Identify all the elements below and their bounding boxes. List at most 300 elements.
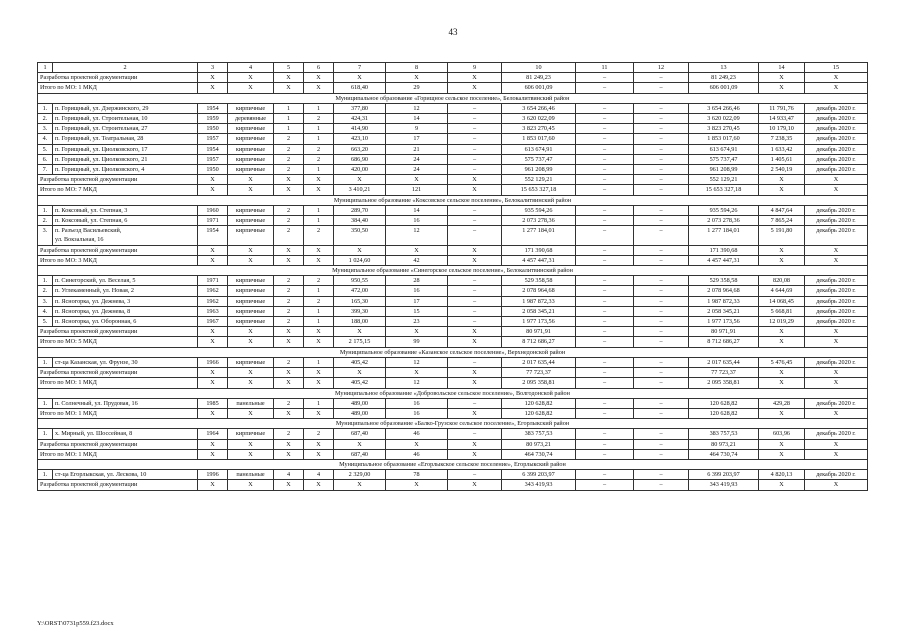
total-cell: 121 <box>386 185 448 195</box>
total-cell: 618,40 <box>334 83 386 93</box>
data-cell: 2. <box>38 286 53 296</box>
total-cell: X <box>228 83 274 93</box>
data-cell: – <box>634 226 689 245</box>
data-cell: кирпичные <box>228 357 274 367</box>
total-cell: – <box>634 337 689 347</box>
total-cell: 77 723,37 <box>502 368 576 378</box>
total-row <box>38 327 868 337</box>
data-cell: 10 179,10 <box>759 124 805 134</box>
data-cell: – <box>576 114 634 124</box>
total-cell: X <box>304 439 334 449</box>
total-cell: X <box>448 480 502 490</box>
section-title: Муниципальное образование «Синегорское сельское поселение», Белокалитвинский район <box>38 266 868 276</box>
total-cell: X <box>198 368 228 378</box>
total-cell: X <box>805 449 868 459</box>
total-cell: X <box>386 73 448 83</box>
data-cell: декабрь 2020 г. <box>805 165 868 175</box>
address-line: ул. Вокзальная, 16 <box>55 236 104 244</box>
data-cell: 1. <box>38 470 53 480</box>
data-cell: 1 853 017,60 <box>502 134 576 144</box>
total-cell: X <box>198 327 228 337</box>
total-cell: 606 001,09 <box>689 83 759 93</box>
total-cell: X <box>759 439 805 449</box>
total-cell: X <box>274 368 304 378</box>
total-cell: 15 653 327,18 <box>502 185 576 195</box>
total-cell: X <box>198 175 228 185</box>
total-cell: X <box>334 480 386 490</box>
file-path-footer: Y:\ORST\0731p559.f23.docx <box>37 620 114 627</box>
data-cell: декабрь 2020 г. <box>805 429 868 439</box>
total-cell: X <box>805 439 868 449</box>
data-cell: 2 <box>274 134 304 144</box>
total-cell: 120 628,82 <box>689 408 759 418</box>
total-cell: X <box>304 480 334 490</box>
data-cell: 2 <box>304 144 334 154</box>
data-cell: – <box>448 306 502 316</box>
data-cell: 2 <box>304 154 334 164</box>
total-label: Разработка проектной документации <box>38 73 198 83</box>
data-cell: 1 <box>304 306 334 316</box>
total-cell: 687,40 <box>334 449 386 459</box>
total-cell: X <box>805 255 868 265</box>
total-cell: X <box>805 245 868 255</box>
data-cell: – <box>448 216 502 226</box>
total-cell: X <box>198 439 228 449</box>
address-cell: п. Горищный, ул. Циолковского, 4 <box>53 165 198 175</box>
address-cell: п. Горищный, ул. Дзержинского, 29 <box>53 103 198 113</box>
total-cell: X <box>198 378 228 388</box>
data-cell: декабрь 2020 г. <box>805 357 868 367</box>
total-cell: X <box>448 245 502 255</box>
data-cell: 1 <box>304 103 334 113</box>
total-cell: X <box>304 368 334 378</box>
data-cell: декабрь 2020 г. <box>805 470 868 480</box>
total-cell: X <box>198 73 228 83</box>
data-cell: 21 <box>386 144 448 154</box>
data-cell: – <box>576 296 634 306</box>
total-row <box>38 368 868 378</box>
data-cell: 3 823 270,45 <box>502 124 576 134</box>
data-cell: 420,00 <box>334 165 386 175</box>
total-cell: X <box>274 327 304 337</box>
total-cell: X <box>198 245 228 255</box>
total-label: Разработка проектной документации <box>38 245 198 255</box>
total-cell: X <box>274 175 304 185</box>
data-cell: 575 737,47 <box>689 154 759 164</box>
data-cell: 2 <box>274 317 304 327</box>
data-cell: 383 757,53 <box>502 429 576 439</box>
total-cell: X <box>228 368 274 378</box>
total-cell: X <box>386 480 448 490</box>
address-line: п. Разъезд Васильевский, <box>55 227 122 235</box>
data-cell: 17 <box>386 134 448 144</box>
total-cell: X <box>759 337 805 347</box>
data-cell: – <box>448 398 502 408</box>
data-cell: – <box>576 154 634 164</box>
data-cell: 165,30 <box>334 296 386 306</box>
section-title: Муниципальное образование «Казанское сельское поселение», Верхнедонской район <box>38 347 868 357</box>
data-cell: 2 <box>304 296 334 306</box>
total-row <box>38 378 868 388</box>
data-cell: 961 208,99 <box>502 165 576 175</box>
total-cell: 81 249,23 <box>689 73 759 83</box>
total-cell: X <box>448 378 502 388</box>
data-cell: кирпичные <box>228 306 274 316</box>
total-cell: X <box>198 185 228 195</box>
data-cell: декабрь 2020 г. <box>805 114 868 124</box>
address-cell: ст-ца Егорлыкская, ул. Лескова, 10 <box>53 470 198 480</box>
data-cell: – <box>576 306 634 316</box>
total-cell: X <box>448 73 502 83</box>
data-cell: декабрь 2020 г. <box>805 103 868 113</box>
data-cell: 423,10 <box>334 134 386 144</box>
address-cell: п. Синегорский, ул. Веселая, 5 <box>53 276 198 286</box>
total-cell: 8 712 686,27 <box>502 337 576 347</box>
total-cell: X <box>274 83 304 93</box>
total-cell: X <box>304 185 334 195</box>
total-cell: X <box>228 255 274 265</box>
section-title: Муниципальное образование «Балко-Грузское сельское поселение», Егорлыкский район <box>38 419 868 429</box>
total-cell: X <box>448 337 502 347</box>
data-cell: 23 <box>386 317 448 327</box>
data-cell: кирпичные <box>228 103 274 113</box>
address-cell: п. Горищный, ул. Театральная, 28 <box>53 134 198 144</box>
total-cell: 606 001,09 <box>502 83 576 93</box>
data-cell: кирпичные <box>228 124 274 134</box>
data-cell: – <box>576 276 634 286</box>
total-cell: X <box>274 378 304 388</box>
total-cell: X <box>805 175 868 185</box>
data-cell: – <box>634 144 689 154</box>
data-cell: 1966 <box>198 357 228 367</box>
data-cell: кирпичные <box>228 296 274 306</box>
data-cell: панельные <box>228 398 274 408</box>
data-cell: 5 476,45 <box>759 357 805 367</box>
data-cell: 4 644,69 <box>759 286 805 296</box>
data-cell: – <box>448 165 502 175</box>
data-cell: 2 <box>274 205 304 215</box>
total-cell: X <box>759 255 805 265</box>
total-cell: X <box>304 378 334 388</box>
total-cell: X <box>805 83 868 93</box>
data-cell: 24 <box>386 165 448 175</box>
address-cell: п. Ясногорка, ул. Оборонная, 6 <box>53 317 198 327</box>
data-cell: – <box>634 398 689 408</box>
total-cell: 405,42 <box>334 378 386 388</box>
data-cell: 1 405,61 <box>759 154 805 164</box>
data-cell: – <box>634 165 689 175</box>
section-header-row <box>38 195 868 205</box>
section-header-row <box>38 419 868 429</box>
total-cell: 1 024,60 <box>334 255 386 265</box>
total-cell: X <box>448 327 502 337</box>
address-cell: п. Горищный, ул. Строительная, 27 <box>53 124 198 134</box>
address-cell: х. Мирный, ул. Шоссейная, 8 <box>53 429 198 439</box>
data-cell: 1962 <box>198 296 228 306</box>
total-row <box>38 175 868 185</box>
data-cell: 1954 <box>198 144 228 154</box>
data-cell: 950,55 <box>334 276 386 286</box>
data-cell: 16 <box>386 216 448 226</box>
total-cell: 81 249,23 <box>502 73 576 83</box>
total-cell: – <box>634 175 689 185</box>
data-cell: 1. <box>38 205 53 215</box>
section-header-row <box>38 388 868 398</box>
total-cell: X <box>386 368 448 378</box>
data-cell: 414,90 <box>334 124 386 134</box>
total-cell: 16 <box>386 408 448 418</box>
table-row <box>38 470 868 480</box>
data-cell: 46 <box>386 429 448 439</box>
data-cell: – <box>576 165 634 175</box>
total-cell: X <box>304 449 334 459</box>
data-cell: – <box>448 144 502 154</box>
section-header-row <box>38 347 868 357</box>
data-cell: – <box>634 124 689 134</box>
total-row <box>38 185 868 195</box>
total-cell: 4 457 447,31 <box>502 255 576 265</box>
total-cell: X <box>198 408 228 418</box>
data-cell: декабрь 2020 г. <box>805 124 868 134</box>
column-number-cell: 7 <box>334 63 386 73</box>
data-cell: – <box>448 470 502 480</box>
data-cell: 2 <box>304 226 334 245</box>
data-cell: декабрь 2020 г. <box>805 205 868 215</box>
total-row <box>38 255 868 265</box>
data-cell: 383 757,53 <box>689 429 759 439</box>
table-row <box>38 144 868 154</box>
data-cell: 1 977 173,56 <box>689 317 759 327</box>
column-number-cell: 6 <box>304 63 334 73</box>
column-number-cell: 15 <box>805 63 868 73</box>
total-cell: X <box>759 408 805 418</box>
housing-repair-table <box>37 62 868 491</box>
total-cell: 343 419,93 <box>502 480 576 490</box>
data-cell: 350,50 <box>334 226 386 245</box>
table-row <box>38 205 868 215</box>
total-cell: – <box>634 439 689 449</box>
data-cell: 1. <box>38 357 53 367</box>
data-cell: – <box>448 276 502 286</box>
data-cell: 2 017 635,44 <box>689 357 759 367</box>
total-label: Итого по МО: 1 МКД <box>38 449 198 459</box>
total-cell: X <box>334 439 386 449</box>
data-cell: 2 <box>274 357 304 367</box>
total-cell: X <box>228 480 274 490</box>
total-cell: – <box>634 245 689 255</box>
data-cell: – <box>634 114 689 124</box>
data-cell: 1 <box>304 124 334 134</box>
data-cell: – <box>576 134 634 144</box>
total-cell: 12 <box>386 378 448 388</box>
data-cell: 603,96 <box>759 429 805 439</box>
table-row <box>38 114 868 124</box>
data-cell: 1 977 173,56 <box>502 317 576 327</box>
data-cell: 24 <box>386 154 448 164</box>
data-cell: 686,90 <box>334 154 386 164</box>
total-cell: 2 095 358,81 <box>689 378 759 388</box>
data-cell: – <box>576 429 634 439</box>
total-cell: X <box>274 255 304 265</box>
data-cell: 2 073 278,36 <box>502 216 576 226</box>
total-label: Итого по МО: 7 МКД <box>38 185 198 195</box>
data-cell: 1950 <box>198 165 228 175</box>
data-cell: 14 <box>386 205 448 215</box>
data-cell: – <box>448 124 502 134</box>
total-cell: – <box>634 327 689 337</box>
data-cell: 2 <box>274 398 304 408</box>
data-cell: декабрь 2020 г. <box>805 286 868 296</box>
data-cell: 120 628,82 <box>502 398 576 408</box>
total-cell: X <box>274 185 304 195</box>
data-cell: – <box>576 124 634 134</box>
data-cell: – <box>448 103 502 113</box>
total-cell: 8 712 686,27 <box>689 337 759 347</box>
data-cell: 1 277 184,01 <box>502 226 576 245</box>
total-cell: X <box>228 73 274 83</box>
data-cell: 529 358,58 <box>502 276 576 286</box>
column-number-cell: 5 <box>274 63 304 73</box>
data-cell: 1 633,42 <box>759 144 805 154</box>
data-cell: 1 987 872,33 <box>689 296 759 306</box>
data-cell: кирпичные <box>228 154 274 164</box>
total-cell: 99 <box>386 337 448 347</box>
data-cell: – <box>634 134 689 144</box>
data-cell: 15 <box>386 306 448 316</box>
total-label: Разработка проектной документации <box>38 175 198 185</box>
total-cell: 4 457 447,31 <box>689 255 759 265</box>
data-cell: 2 <box>274 216 304 226</box>
total-cell: 120 628,82 <box>502 408 576 418</box>
data-cell: 12 <box>386 103 448 113</box>
data-cell: – <box>576 286 634 296</box>
data-cell: 1. <box>38 429 53 439</box>
address-cell: п. Ясногорка, ул. Дежнева, 8 <box>53 306 198 316</box>
data-cell: 613 674,91 <box>502 144 576 154</box>
total-cell: 80 971,91 <box>502 327 576 337</box>
total-cell: X <box>228 245 274 255</box>
total-cell: X <box>805 73 868 83</box>
table-row <box>38 357 868 367</box>
data-cell: 4 <box>304 470 334 480</box>
data-cell: кирпичные <box>228 144 274 154</box>
total-cell: 489,00 <box>334 408 386 418</box>
data-cell: 2. <box>38 216 53 226</box>
data-cell: 2 017 635,44 <box>502 357 576 367</box>
total-cell: 29 <box>386 83 448 93</box>
data-cell: 935 594,26 <box>502 205 576 215</box>
data-cell: 120 628,82 <box>689 398 759 408</box>
data-cell: 3 620 022,09 <box>502 114 576 124</box>
total-label: Итого по МО: 3 МКД <box>38 255 198 265</box>
data-cell: декабрь 2020 г. <box>805 317 868 327</box>
data-cell: 5. <box>38 317 53 327</box>
data-cell: 529 358,58 <box>689 276 759 286</box>
table-row <box>38 306 868 316</box>
total-cell: X <box>274 480 304 490</box>
data-cell: – <box>448 154 502 164</box>
data-cell: – <box>576 226 634 245</box>
data-cell: 1963 <box>198 306 228 316</box>
total-cell: X <box>274 337 304 347</box>
total-cell: – <box>634 73 689 83</box>
data-cell: 663,20 <box>334 144 386 154</box>
total-cell: 552 129,21 <box>689 175 759 185</box>
total-cell: – <box>576 327 634 337</box>
table-row <box>38 103 868 113</box>
data-cell: 2 <box>274 165 304 175</box>
total-cell: 42 <box>386 255 448 265</box>
total-cell: X <box>274 439 304 449</box>
column-number-cell: 13 <box>689 63 759 73</box>
section-title: Муниципальное образование «Егорлыкское сельское поселение», Егорлыкский район <box>38 459 868 469</box>
section-title: Муниципальное образование «Коксовское сельское поселение», Белокалитвинский район <box>38 195 868 205</box>
total-cell: X <box>805 368 868 378</box>
data-cell: панельные <box>228 470 274 480</box>
data-cell: – <box>576 144 634 154</box>
address-cell: п. Горищный, ул. Циолковского, 21 <box>53 154 198 164</box>
data-cell: 2 078 964,68 <box>689 286 759 296</box>
data-cell: 6. <box>38 154 53 164</box>
data-cell: – <box>634 154 689 164</box>
data-cell: 489,00 <box>334 398 386 408</box>
address-cell: п. Углекаменный, ул. Новая, 2 <box>53 286 198 296</box>
data-cell: 11 791,76 <box>759 103 805 113</box>
data-cell: – <box>576 398 634 408</box>
table-row <box>38 276 868 286</box>
total-row <box>38 245 868 255</box>
data-cell: – <box>576 205 634 215</box>
data-cell: 2 <box>274 154 304 164</box>
data-cell: 2 <box>274 276 304 286</box>
total-cell: X <box>759 185 805 195</box>
total-row <box>38 83 868 93</box>
total-cell: – <box>634 368 689 378</box>
data-cell: 16 <box>386 286 448 296</box>
total-cell: X <box>448 408 502 418</box>
total-cell: X <box>448 185 502 195</box>
data-cell: 5 191,80 <box>759 226 805 245</box>
total-cell: X <box>274 73 304 83</box>
data-cell: 5 668,81 <box>759 306 805 316</box>
data-cell: декабрь 2020 г. <box>805 306 868 316</box>
total-cell: X <box>198 255 228 265</box>
data-cell: декабрь 2020 г. <box>805 398 868 408</box>
total-cell: X <box>805 337 868 347</box>
data-cell: кирпичные <box>228 429 274 439</box>
total-cell: X <box>334 327 386 337</box>
table-row <box>38 398 868 408</box>
data-cell: 1 853 017,60 <box>689 134 759 144</box>
data-cell: – <box>634 216 689 226</box>
total-cell: X <box>304 175 334 185</box>
data-cell: декабрь 2020 г. <box>805 216 868 226</box>
address-cell: п. Коксовый, ул. Степная, 6 <box>53 216 198 226</box>
total-cell: X <box>448 449 502 459</box>
data-cell: 1 987 872,33 <box>502 296 576 306</box>
total-cell: X <box>274 408 304 418</box>
total-row <box>38 480 868 490</box>
total-cell: X <box>304 73 334 83</box>
total-cell: X <box>386 175 448 185</box>
data-cell: 3. <box>38 124 53 134</box>
data-cell: 2 <box>274 296 304 306</box>
data-cell: 16 <box>386 398 448 408</box>
data-cell: 1957 <box>198 134 228 144</box>
total-cell: – <box>576 255 634 265</box>
total-cell: X <box>228 337 274 347</box>
total-cell: 2 175,15 <box>334 337 386 347</box>
